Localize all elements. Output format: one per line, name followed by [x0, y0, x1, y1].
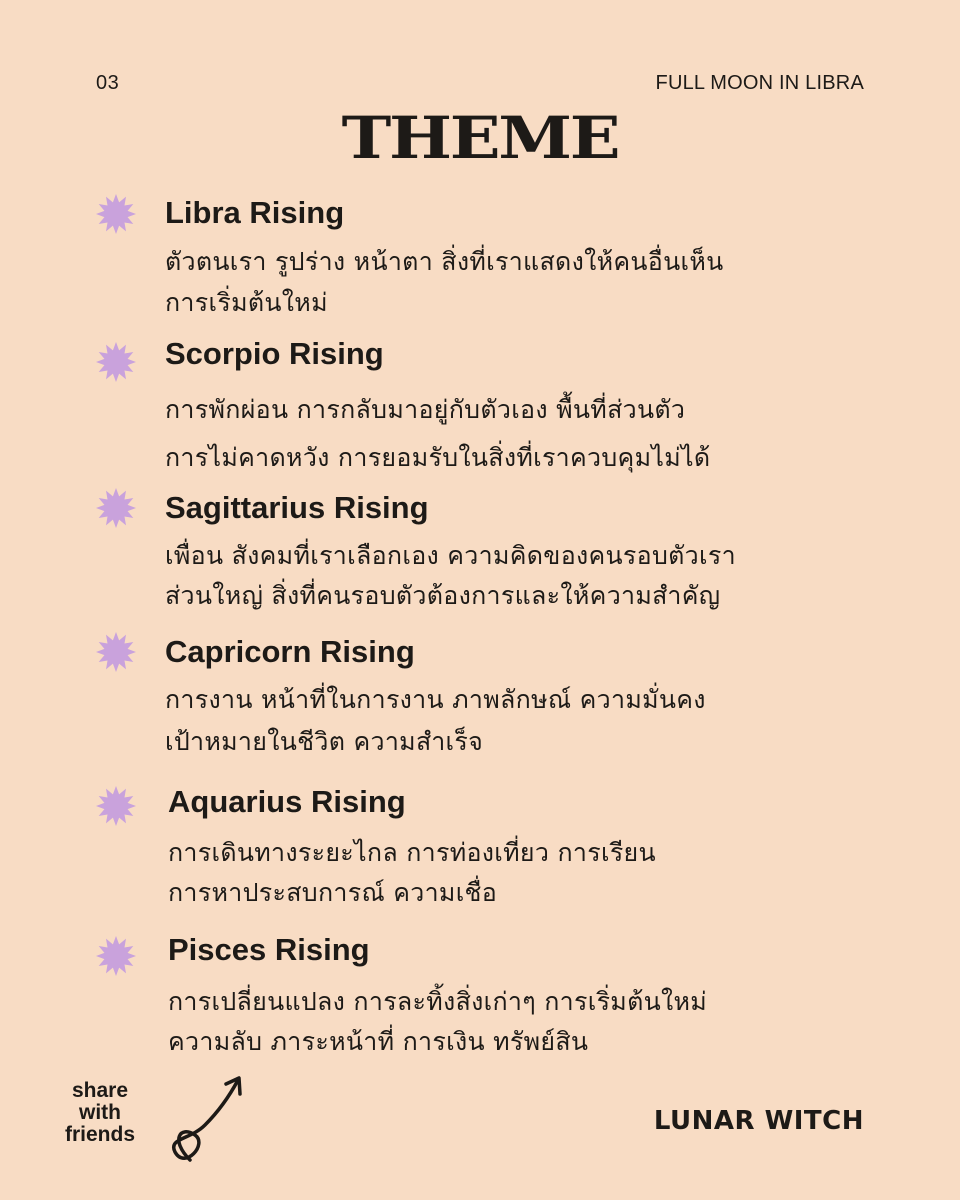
entry-description-line: ส่วนใหญ่ สิ่งที่คนรอบตัวต้องการและให้ความสำคัญ — [165, 581, 721, 610]
star-burst-icon — [94, 340, 138, 384]
share-with-friends-label — [40, 1080, 160, 1146]
brand-logo-text: LUNAR WITCH — [653, 1106, 864, 1136]
entry-title: Pisces Rising — [168, 932, 370, 967]
curly-arrow-icon — [160, 1070, 250, 1180]
star-burst-icon — [94, 630, 138, 674]
star-burst-icon — [94, 192, 138, 236]
share-text-line: with — [79, 1101, 121, 1124]
entry-title: Libra Rising — [165, 195, 345, 230]
entry-description-line: การเริ่มต้นใหม่ — [165, 288, 328, 317]
star-burst-icon — [94, 784, 138, 828]
star-burst-icon — [94, 486, 138, 530]
entry-description-line: ตัวตนเรา รูปร่าง หน้าตา สิ่งที่เราแสดงให้คนอื่นเห็น — [165, 247, 724, 276]
entry-description-line: การเดินทางระยะไกล การท่องเที่ยว การเรียน — [168, 838, 656, 867]
entry-description-line: การงาน หน้าที่ในการงาน ภาพลักษณ์ ความมั่นคง — [165, 685, 706, 714]
entry-title: Capricorn Rising — [165, 634, 415, 669]
entry-description-line: การพักผ่อน การกลับมาอยู่กับตัวเอง พื้นที่ส่วนตัว — [165, 395, 686, 424]
page-number: 03 — [96, 72, 120, 94]
entry-description-line: การหาประสบการณ์ ความเชื่อ — [168, 878, 498, 907]
theme-title: THEME — [341, 104, 619, 172]
star-burst-icon — [94, 934, 138, 978]
entry-description-line: การเปลี่ยนแปลง การละทิ้งสิ่งเก่าๆ การเริ่มต้นใหม่ — [168, 987, 708, 1016]
entry-description-line: เป้าหมายในชีวิต ความสำเร็จ — [165, 727, 484, 756]
share-text-line: share — [71, 1079, 129, 1102]
header-title: FULL MOON IN LIBRA — [655, 72, 864, 94]
entry-title: Sagittarius Rising — [165, 490, 429, 525]
share-text-line: friends — [64, 1123, 135, 1146]
entry-description-line: การไม่คาดหวัง การยอมรับในสิ่งที่เราควบคุมไม่ได้ — [165, 443, 711, 472]
entry-description-line: เพื่อน สังคมที่เราเลือกเอง ความคิดของคนรอบตัวเรา — [165, 541, 736, 570]
entry-description-line: ความลับ ภาระหน้าที่ การเงิน ทรัพย์สิน — [168, 1027, 589, 1056]
entry-title: Aquarius Rising — [168, 784, 406, 819]
entry-title: Scorpio Rising — [165, 336, 384, 371]
